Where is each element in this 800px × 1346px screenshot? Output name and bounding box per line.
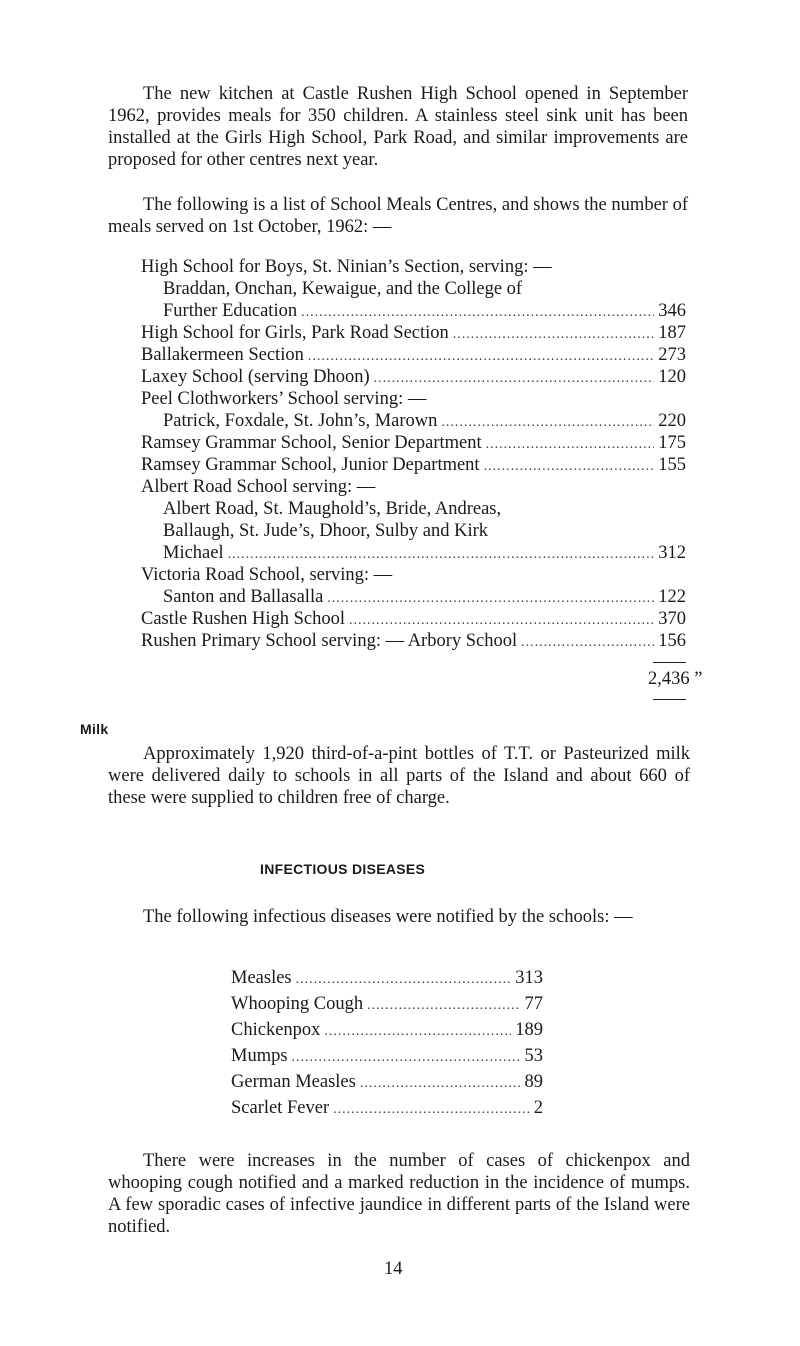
list-item-continuation: Albert Road, St. Maughold’s, Bride, Andreas,: [163, 499, 502, 519]
disease-name: Scarlet Fever: [231, 1098, 330, 1118]
centre-label: Ramsey Grammar School, Junior Department: [141, 455, 480, 475]
list-item: [231, 1097, 543, 1119]
meals-count: 187: [658, 323, 686, 343]
centre-label: Ramsey Grammar School, Senior Department: [141, 433, 482, 453]
list-item-continuation: Braddan, Onchan, Kewaigue, and the College of: [163, 279, 523, 299]
list-item: High School for Boys, St. Ninian’s Section, serving: —: [141, 257, 552, 277]
meals-count: 120: [658, 367, 686, 387]
list-item: [141, 454, 686, 476]
meals-count: 370: [658, 609, 686, 629]
disease-name: Mumps: [231, 1046, 288, 1066]
centre-label: Patrick, Foxdale, St. John’s, Marown: [163, 411, 438, 431]
list-item: [141, 322, 686, 344]
leader-dots: [453, 324, 654, 346]
disease-name: Whooping Cough: [231, 994, 364, 1014]
centre-label: Laxey School (serving Dhoon): [141, 367, 370, 387]
disease-count: 53: [524, 1046, 543, 1066]
leader-dots: [484, 456, 655, 478]
leader-dots: [374, 368, 655, 390]
list-item: [231, 1045, 543, 1067]
meals-count: 220: [658, 411, 686, 431]
disease-count: 77: [524, 994, 543, 1014]
total-rule-bottom: [653, 699, 686, 700]
centre-label: Michael: [163, 543, 224, 563]
meals-count: 155: [658, 455, 686, 475]
centre-label: High School for Girls, Park Road Section: [141, 323, 449, 343]
centre-label: Rushen Primary School serving: — Arbory School: [141, 631, 518, 651]
list-item: [163, 586, 686, 608]
list-item: Peel Clothworkers’ School serving: —: [141, 389, 427, 409]
meals-count: 273: [658, 345, 686, 365]
meals-total: 2,436 ”: [648, 669, 703, 689]
leader-dots: [327, 588, 654, 610]
disease-count: 2: [533, 1098, 543, 1118]
leader-dots: [360, 1073, 521, 1095]
list-item: [141, 432, 686, 454]
disease-name: Chickenpox: [231, 1020, 321, 1040]
list-item: [141, 608, 686, 630]
leader-dots: [349, 610, 654, 632]
disease-name: German Measles: [231, 1072, 356, 1092]
list-item: [231, 993, 543, 1015]
milk-heading: Milk: [80, 721, 109, 737]
centre-label: Further Education: [163, 301, 298, 321]
list-item: [231, 1071, 543, 1093]
disease-count: 189: [515, 1020, 543, 1040]
infectious-intro: The following infectious diseases were notified by the schools: —: [143, 907, 633, 927]
leader-dots: [296, 969, 512, 991]
list-item: [231, 967, 543, 989]
leader-dots: [486, 434, 655, 456]
disease-name: Measles: [231, 968, 292, 988]
list-item: [141, 366, 686, 388]
page-number: 14: [384, 1259, 403, 1279]
intro-paragraph-list: The following is a list of School Meals Centres, and shows the number of meals served on 1st October, 1962: —: [108, 195, 688, 237]
disease-count: 313: [515, 968, 543, 988]
leader-dots: [292, 1047, 521, 1069]
meals-count: 156: [658, 631, 686, 651]
leader-dots: [228, 544, 655, 566]
total-rule-top: [653, 662, 686, 663]
disease-count: 89: [524, 1072, 543, 1092]
leader-dots: [367, 995, 520, 1017]
leader-dots: [333, 1099, 530, 1121]
leader-dots: [324, 1021, 511, 1043]
list-item: [163, 410, 686, 432]
meals-count: 346: [658, 301, 686, 321]
infectious-diseases-heading: INFECTIOUS DISEASES: [260, 861, 426, 877]
meals-count: 175: [658, 433, 686, 453]
infectious-closing-paragraph: There were increases in the number of cases of chickenpox and whooping cough notified and a marked reduction in the incidence of mumps. A few sporadic cases of infective jaundice in different parts of the Island were notified.: [108, 1151, 690, 1237]
centre-label: Castle Rushen High School: [141, 609, 346, 629]
list-item: [141, 344, 686, 366]
list-item: Albert Road School serving: —: [141, 477, 376, 497]
leader-dots: [441, 412, 654, 434]
list-item: [231, 1019, 543, 1041]
meals-count: 122: [658, 587, 686, 607]
list-item: [163, 300, 686, 322]
list-item: Victoria Road School, serving: —: [141, 565, 393, 585]
centre-label: Santon and Ballasalla: [163, 587, 324, 607]
list-item: [163, 542, 686, 564]
list-item-continuation: Ballaugh, St. Jude’s, Dhoor, Sulby and Kirk: [163, 521, 489, 541]
milk-paragraph: Approximately 1,920 third-of-a-pint bottles of T.T. or Pasteurized milk were delivered daily to schools in all parts of the Island and about 660 of these were supplied to children free of charge.: [108, 744, 690, 808]
list-item: [141, 630, 686, 652]
leader-dots: [301, 302, 654, 324]
meals-count: 312: [658, 543, 686, 563]
centre-label: Ballakermeen Section: [141, 345, 304, 365]
leader-dots: [521, 632, 654, 654]
leader-dots: [308, 346, 654, 368]
intro-paragraph-kitchen: The new kitchen at Castle Rushen High School opened in September 1962, provides meals for 350 children. A stainless steel sink unit has been installed at the Girls High School, Park Road, and similar improvements are proposed for other centres next year.: [108, 84, 688, 170]
